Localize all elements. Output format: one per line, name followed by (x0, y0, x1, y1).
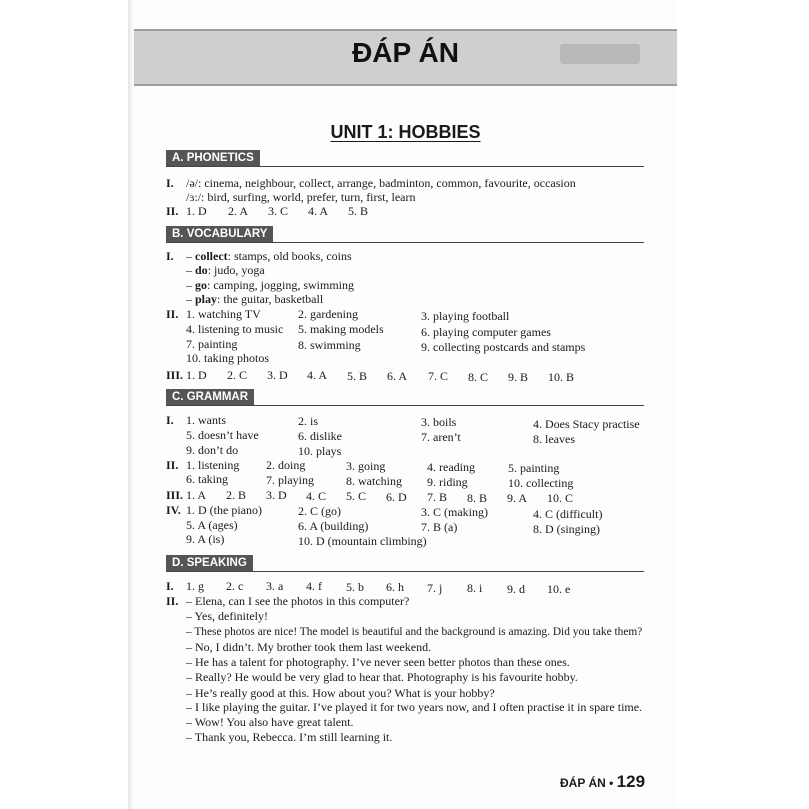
numeral: I. (166, 413, 174, 427)
answer: 2. B (226, 488, 247, 502)
answer: 7. aren’t (421, 430, 461, 444)
answer: 3. a (266, 579, 284, 593)
section-divider (166, 242, 644, 243)
answer: 6. dislike (298, 429, 342, 443)
answer: 2. gardening (298, 307, 358, 321)
answer: 10. plays (298, 444, 342, 458)
vocab-item (186, 249, 352, 263)
answer: 5. doesn’t have (186, 428, 259, 442)
answer: 4. reading (427, 460, 475, 474)
answer: 9. B (508, 370, 529, 384)
numeral: I. (166, 176, 174, 190)
vocab-examples: : judo, yoga (207, 263, 265, 277)
answer: 2. doing (266, 458, 306, 472)
answer: 1. D (186, 368, 207, 382)
answer: 5. B (347, 369, 368, 383)
answer: 1. listening (186, 458, 240, 472)
answer: 3. C (268, 204, 289, 218)
numeral: I. (166, 579, 174, 593)
answer: 5. A (ages) (186, 518, 238, 532)
answer: 3. playing football (421, 309, 510, 323)
answer: 5. B (348, 204, 369, 218)
answer: 4. A (308, 204, 329, 218)
answer: 10. e (547, 582, 571, 596)
answer: 8. B (467, 491, 488, 505)
answer: 8. watching (346, 474, 402, 488)
answer: 6. taking (186, 472, 228, 486)
vocab-word: go (195, 278, 207, 292)
vocab-word: collect (195, 249, 228, 263)
answer: 1. g (186, 579, 204, 593)
footer-label: ĐÁP ÁN • (560, 776, 614, 790)
answer: 8. i (467, 581, 483, 595)
dash: – (186, 263, 195, 277)
dialogue-line: – Thank you, Rebecca. I’m still learning it. (186, 730, 393, 744)
numeral: II. (166, 594, 179, 608)
section-divider (166, 166, 644, 167)
answer: 7. B (a) (421, 520, 458, 534)
answer: 7. B (427, 490, 448, 504)
unit-title: UNIT 1: HOBBIES (330, 122, 481, 142)
answer: 1. A (186, 488, 207, 502)
answer: 2. C (go) (298, 504, 341, 518)
answer: 3. D (266, 488, 287, 502)
vocab-word: play (195, 292, 218, 306)
answer: 2. A (228, 204, 249, 218)
answer: 9. d (507, 582, 525, 596)
answer: 10. B (548, 370, 575, 384)
answer: 9. A (507, 491, 528, 505)
section-grammar-heading: C. GRAMMAR (166, 389, 254, 405)
answer: 10. taking photos (186, 351, 269, 365)
dialogue-line: – No, I didn’t. My brother took them last weekend. (186, 640, 432, 654)
page-title: ĐÁP ÁN (352, 37, 459, 68)
answer: 8. C (468, 370, 489, 384)
answer: 10. D (mountain climbing) (298, 534, 427, 548)
answer: 2. C (227, 368, 248, 382)
answer: 4. Does Stacy practise (533, 417, 640, 431)
answer: 4. f (306, 579, 322, 593)
page-number: 129 (616, 772, 646, 791)
section-vocabulary-heading: B. VOCABULARY (166, 226, 273, 242)
dialogue-line: – Elena, can I see the photos in this computer? (186, 594, 410, 608)
answer: 6. h (386, 580, 404, 594)
answer: 8. leaves (533, 432, 575, 446)
answer: 8. D (singing) (533, 522, 600, 536)
answer: 4. C (difficult) (533, 507, 603, 521)
answer: 5. making models (298, 322, 384, 336)
answer: 1. watching TV (186, 307, 261, 321)
dash: – (186, 278, 195, 292)
answer: 1. D (186, 204, 207, 218)
answer: 4. C (306, 489, 327, 503)
vocab-examples: : the guitar, basketball (217, 292, 324, 306)
phonetics-line: /ə/: cinema, neighbour, collect, arrange, badminton, common, favourite, occasion (186, 176, 576, 190)
answer: 7. playing (266, 473, 314, 487)
answer: 7. painting (186, 337, 238, 351)
dialogue-line: – These photos are nice! The model is beautiful and the background is amazing. Did you take them? (186, 626, 643, 638)
numeral: III. (166, 368, 184, 382)
answer: 3. D (267, 368, 288, 382)
answer: 4. A (307, 368, 328, 382)
answer: 6. A (387, 369, 408, 383)
dialogue-line: – He has a talent for photography. I’ve never seen better photos than these ones. (186, 655, 570, 669)
dash: – (186, 249, 195, 263)
dialogue-line: – He’s really good at this. How about you? What is your hobby? (186, 686, 495, 700)
answer: 10. collecting (508, 476, 574, 490)
answer: 8. swimming (298, 338, 361, 352)
dash: – (186, 292, 195, 306)
answer: 1. wants (186, 413, 226, 427)
answer: 3. C (making) (421, 505, 488, 519)
answer: 10. C (547, 491, 574, 505)
dialogue-line: – Really? He would be very glad to hear that. Photography is his favourite hobby. (186, 670, 578, 684)
answer: 9. A (is) (186, 532, 225, 546)
answer: 2. c (226, 579, 244, 593)
answer: 6. D (386, 490, 407, 504)
answer: 2. is (298, 414, 319, 428)
section-divider (166, 571, 644, 572)
dialogue-line: – I like playing the guitar. I’ve played it for two years now, and I often practise it in spare time. (186, 700, 643, 714)
vocab-item (186, 263, 265, 277)
answer: 1. D (the piano) (186, 503, 262, 517)
section-divider (166, 405, 644, 406)
answer: 3. boils (421, 415, 457, 429)
vocab-word: do (195, 263, 208, 277)
section-phonetics-heading: A. PHONETICS (166, 150, 260, 166)
answer: 6. A (building) (298, 519, 369, 533)
answer: 4. listening to music (186, 322, 284, 336)
dialogue-line: – Wow! You also have great talent. (186, 715, 354, 729)
vocab-item (186, 292, 323, 306)
answer: 7. C (428, 369, 449, 383)
answer: 7. j (427, 581, 443, 595)
numeral: III. (166, 488, 184, 502)
answer: 9. don’t do (186, 443, 239, 457)
numeral: II. (166, 307, 179, 321)
answer: 6. playing computer games (421, 325, 551, 339)
dialogue-line: – Yes, definitely! (186, 609, 268, 623)
vocab-examples: : stamps, old books, coins (227, 249, 352, 263)
answer: 5. C (346, 489, 367, 503)
answer: 5. b (346, 580, 364, 594)
numeral: II. (166, 458, 179, 472)
numeral: I. (166, 249, 174, 263)
page-footer (560, 772, 645, 792)
vocab-item (186, 278, 354, 292)
phonetics-line: /ɜ:/: bird, surfing, world, prefer, turn, first, learn (186, 190, 416, 204)
vocab-examples: : camping, jogging, swimming (207, 278, 354, 292)
answer: 3. going (346, 459, 386, 473)
numeral: IV. (166, 503, 181, 517)
answer: 9. riding (427, 475, 468, 489)
answer: 5. painting (508, 461, 560, 475)
answer: 9. collecting postcards and stamps (421, 340, 586, 354)
numeral: II. (166, 204, 179, 218)
section-speaking-heading: D. SPEAKING (166, 555, 253, 571)
